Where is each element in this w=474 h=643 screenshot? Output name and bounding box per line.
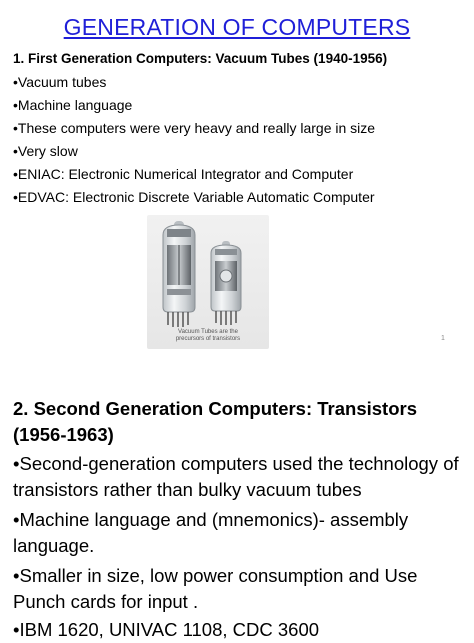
small-vacuum-tube bbox=[211, 241, 241, 325]
bullet-item: •Machine language and (mnemonics)- assembly language. bbox=[13, 509, 409, 556]
bullet-item: •Vacuum tubes bbox=[13, 74, 107, 90]
bullet-item: •IBM 1620, UNIVAC 1108, CDC 3600 bbox=[13, 619, 320, 640]
page-number: 1 bbox=[441, 335, 445, 342]
bullet-item: •These computers were very heavy and really large in size bbox=[13, 120, 376, 136]
large-vacuum-tube bbox=[163, 221, 195, 327]
bullet-item: •Machine language bbox=[13, 97, 133, 113]
caption-line: precursors of transistors bbox=[175, 336, 241, 342]
page-title[interactable]: GENERATION OF COMPUTERS bbox=[63, 14, 411, 40]
caption-line: Vacuum Tubes are the bbox=[178, 329, 238, 335]
slide-2 bbox=[0, 372, 474, 640]
section-heading-first-generation: 1. First Generation Computers: Vacuum Tubes (1940-1956) bbox=[13, 51, 388, 66]
bullet-item: •Very slow bbox=[13, 143, 78, 159]
bullet-item: •EDVAC: Electronic Discrete Variable Automatic Computer bbox=[13, 189, 375, 205]
bullet-item: •Second-generation computers used the technology of transistors rather than bulky vacuum tubes bbox=[13, 453, 459, 500]
section-heading-second-generation: 2. Second Generation Computers: Transistors (1956-1963) bbox=[13, 398, 418, 445]
bullet-item: •ENIAC: Electronic Numerical Integrator and Computer bbox=[13, 166, 354, 182]
image-caption bbox=[147, 329, 269, 343]
bullet-item: •Smaller in size, low power consumption and Use Punch cards for input . bbox=[13, 565, 418, 612]
vacuum-tubes-image bbox=[147, 215, 269, 349]
